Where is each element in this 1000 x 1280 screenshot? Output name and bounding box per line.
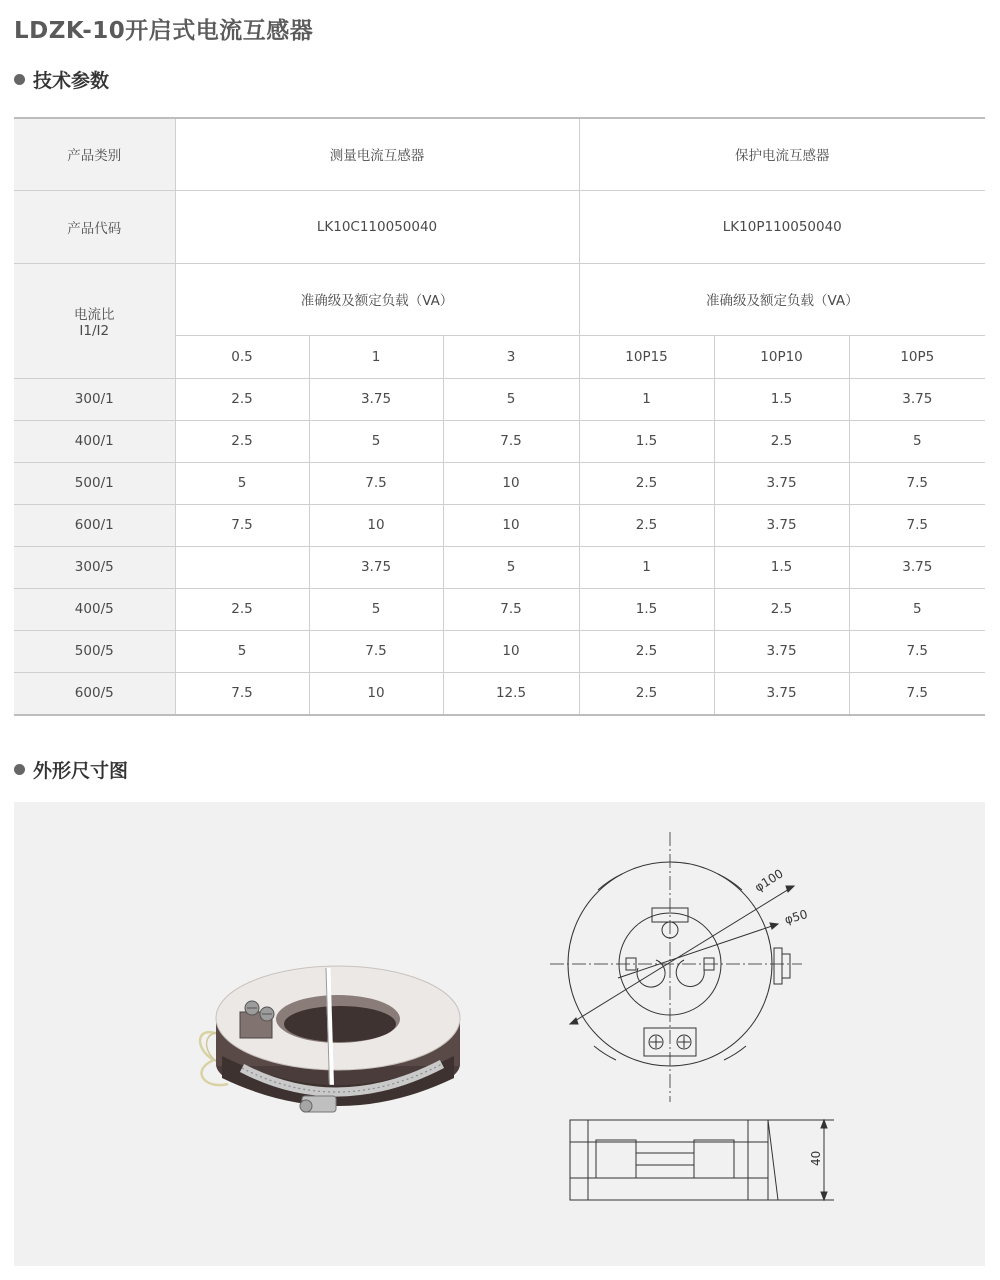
value-cell: 5: [849, 420, 985, 462]
label-dia-inner: φ50: [782, 907, 810, 927]
value-cell: 2.5: [579, 462, 714, 504]
spec-table: [14, 117, 985, 716]
value-cell: 5: [175, 462, 309, 504]
table-row-class-header: [14, 263, 985, 335]
section-heading-dims-label: 外形尺寸图: [33, 760, 129, 782]
value-cell: 5: [309, 420, 443, 462]
table-row: [14, 672, 985, 715]
table-row-category: [14, 118, 985, 190]
table-row-code: [14, 190, 985, 263]
value-cell: 10: [443, 630, 579, 672]
value-cell: 2.5: [579, 630, 714, 672]
value-cell: 2.5: [175, 420, 309, 462]
value-cell: 3.75: [714, 504, 849, 546]
value-cell: 7.5: [849, 504, 985, 546]
bullet-dot-icon: [14, 764, 25, 775]
code-label: 产品代码: [14, 190, 175, 263]
category-protect: 保护电流互感器: [579, 118, 985, 190]
value-cell: 3.75: [309, 546, 443, 588]
section-heading-specs: [14, 66, 109, 93]
bullet-dot-icon: [14, 74, 25, 85]
value-cell: 3.75: [714, 462, 849, 504]
value-cell: 7.5: [849, 630, 985, 672]
ratio-cell: 600/5: [14, 672, 175, 715]
value-cell: 7.5: [443, 420, 579, 462]
value-cell: 7.5: [309, 630, 443, 672]
value-cell: 3.75: [714, 630, 849, 672]
table-row: [14, 588, 985, 630]
value-cell: 2.5: [175, 588, 309, 630]
ratio-cell: 500/5: [14, 630, 175, 672]
value-cell: 3.75: [309, 378, 443, 420]
category-measure: 测量电流互感器: [175, 118, 579, 190]
value-cell: 3.75: [849, 546, 985, 588]
drawing-top-view: [550, 832, 802, 1102]
value-cell: 5: [309, 588, 443, 630]
value-cell: 2.5: [714, 420, 849, 462]
value-cell: 7.5: [175, 672, 309, 715]
value-cell: 7.5: [849, 672, 985, 715]
class-cell: 10P10: [714, 335, 849, 378]
value-cell: 3.75: [849, 378, 985, 420]
ratio-cell: 400/5: [14, 588, 175, 630]
class-cell: 1: [309, 335, 443, 378]
ratio-sub-label: I1/I2: [79, 322, 110, 339]
class-header-measure: 准确级及额定负载（VA）: [175, 263, 579, 335]
class-header-protect: 准确级及额定负载（VA）: [579, 263, 985, 335]
ratio-cell: 300/1: [14, 378, 175, 420]
value-cell: 2.5: [175, 378, 309, 420]
ratio-cell: 300/5: [14, 546, 175, 588]
class-cell: 10P15: [579, 335, 714, 378]
section-heading-specs-label: 技术参数: [33, 70, 110, 92]
value-cell: 5: [443, 378, 579, 420]
value-cell: 3.75: [714, 672, 849, 715]
value-cell: 2.5: [579, 504, 714, 546]
section-heading-dims: [14, 756, 128, 783]
class-cell: 0.5: [175, 335, 309, 378]
product-photo: [200, 966, 460, 1112]
value-cell: 2.5: [579, 672, 714, 715]
value-cell: 10: [443, 462, 579, 504]
ratio-cell: 400/1: [14, 420, 175, 462]
value-cell: 7.5: [309, 462, 443, 504]
label-height: 40: [809, 1150, 823, 1166]
value-cell: 1: [579, 546, 714, 588]
class-cell: 10P5: [849, 335, 985, 378]
code-measure: LK10C110050040: [175, 190, 579, 263]
value-cell: 10: [309, 672, 443, 715]
code-protect: LK10P110050040: [579, 190, 985, 263]
value-cell: 1: [579, 378, 714, 420]
value-cell: 5: [443, 546, 579, 588]
ratio-header: [14, 263, 175, 378]
table-row: [14, 420, 985, 462]
table-row: [14, 462, 985, 504]
value-cell: 2.5: [714, 588, 849, 630]
value-cell: 7.5: [443, 588, 579, 630]
value-cell: 1.5: [714, 378, 849, 420]
table-row: [14, 546, 985, 588]
value-cell: 10: [309, 504, 443, 546]
category-label: 产品类别: [14, 118, 175, 190]
ratio-label: 电流比: [74, 306, 115, 323]
figure-area: [14, 802, 985, 1266]
table-row: [14, 504, 985, 546]
value-cell: 5: [175, 630, 309, 672]
value-cell: 1.5: [579, 420, 714, 462]
ratio-cell: 600/1: [14, 504, 175, 546]
value-cell: [175, 546, 309, 588]
value-cell: 7.5: [175, 504, 309, 546]
class-cell: 3: [443, 335, 579, 378]
value-cell: 10: [443, 504, 579, 546]
value-cell: 7.5: [849, 462, 985, 504]
ratio-cell: 500/1: [14, 462, 175, 504]
value-cell: 12.5: [443, 672, 579, 715]
value-cell: 1.5: [714, 546, 849, 588]
page-title: LDZK-10开启式电流互感器: [14, 18, 314, 44]
table-row: [14, 630, 985, 672]
drawing-side-view: [570, 1120, 834, 1200]
figure-svg: [14, 802, 985, 1266]
value-cell: 1.5: [579, 588, 714, 630]
table-row: [14, 378, 985, 420]
value-cell: 5: [849, 588, 985, 630]
label-dia-outer: φ100: [752, 866, 786, 895]
